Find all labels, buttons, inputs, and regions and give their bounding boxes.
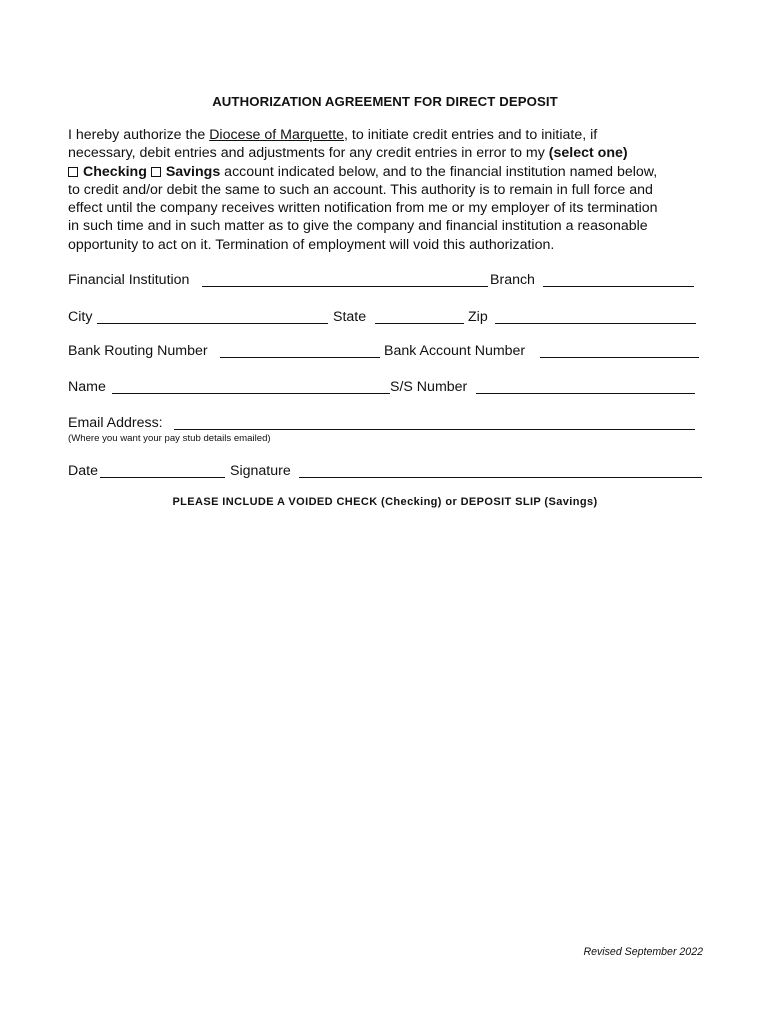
bank-account-field[interactable] [540,343,699,358]
organization-name: Diocese of Marquette [209,127,345,143]
financial-institution-field[interactable] [202,272,488,287]
name-label: Name [68,379,106,395]
paragraph-line-1 [68,126,713,144]
checking-label: Checking [83,163,147,180]
authorization-paragraph [68,126,713,254]
email-field[interactable] [174,415,695,430]
revision-date: Revised September 2022 [583,946,703,958]
select-one-label: (select one) [548,145,628,162]
paragraph-text: , to initiate credit entries and to initiate, if [344,127,598,143]
checking-checkbox[interactable] [68,167,78,177]
paragraph-line-4: to credit and/or debit the same to such an account. This authority is to remain in full force and [68,181,653,198]
date-label: Date [68,463,98,479]
ssn-field[interactable] [476,379,695,394]
email-note: (Where you want your pay stub details emailed) [68,433,271,444]
signature-field[interactable] [299,463,702,478]
email-label: Email Address: [68,415,163,431]
voided-check-instruction: PLEASE INCLUDE A VOIDED CHECK (Checking) or DEPOSIT SLIP (Savings) [172,496,598,508]
savings-checkbox[interactable] [151,167,161,177]
city-label: City [68,309,93,325]
branch-label: Branch [490,272,535,288]
paragraph-line-7: opportunity to act on it. Termination of employment will void this authorization. [68,236,555,253]
paragraph-line-6: in such time and in such matter as to give the company and financial institution a reasonable [68,218,648,235]
bank-routing-field[interactable] [220,343,380,358]
paragraph-line-5: effect until the company receives written notification from me or my employer of its termination [68,200,658,217]
paragraph-text: necessary, debit entries and adjustments for any credit entries in error to my [68,145,549,162]
zip-field[interactable] [495,309,696,324]
paragraph-text: account indicated below, and to the financial institution named below, [220,163,658,180]
paragraph-line-2 [68,144,713,162]
savings-label: Savings [165,163,221,180]
financial-institution-label: Financial Institution [68,272,190,288]
state-field[interactable] [375,309,464,324]
paragraph-text: I hereby authorize the [68,127,210,143]
ssn-label: S/S Number [390,379,468,395]
city-field[interactable] [97,309,328,324]
bank-account-label: Bank Account Number [384,343,526,359]
zip-label: Zip [468,309,488,325]
name-field[interactable] [112,379,390,394]
state-label: State [333,309,367,325]
date-field[interactable] [100,463,225,478]
bank-routing-label: Bank Routing Number [68,343,208,359]
paragraph-line-3 [68,163,713,181]
branch-field[interactable] [543,272,694,287]
form-title: AUTHORIZATION AGREEMENT FOR DIRECT DEPOSIT [212,94,558,109]
signature-label: Signature [230,463,291,479]
